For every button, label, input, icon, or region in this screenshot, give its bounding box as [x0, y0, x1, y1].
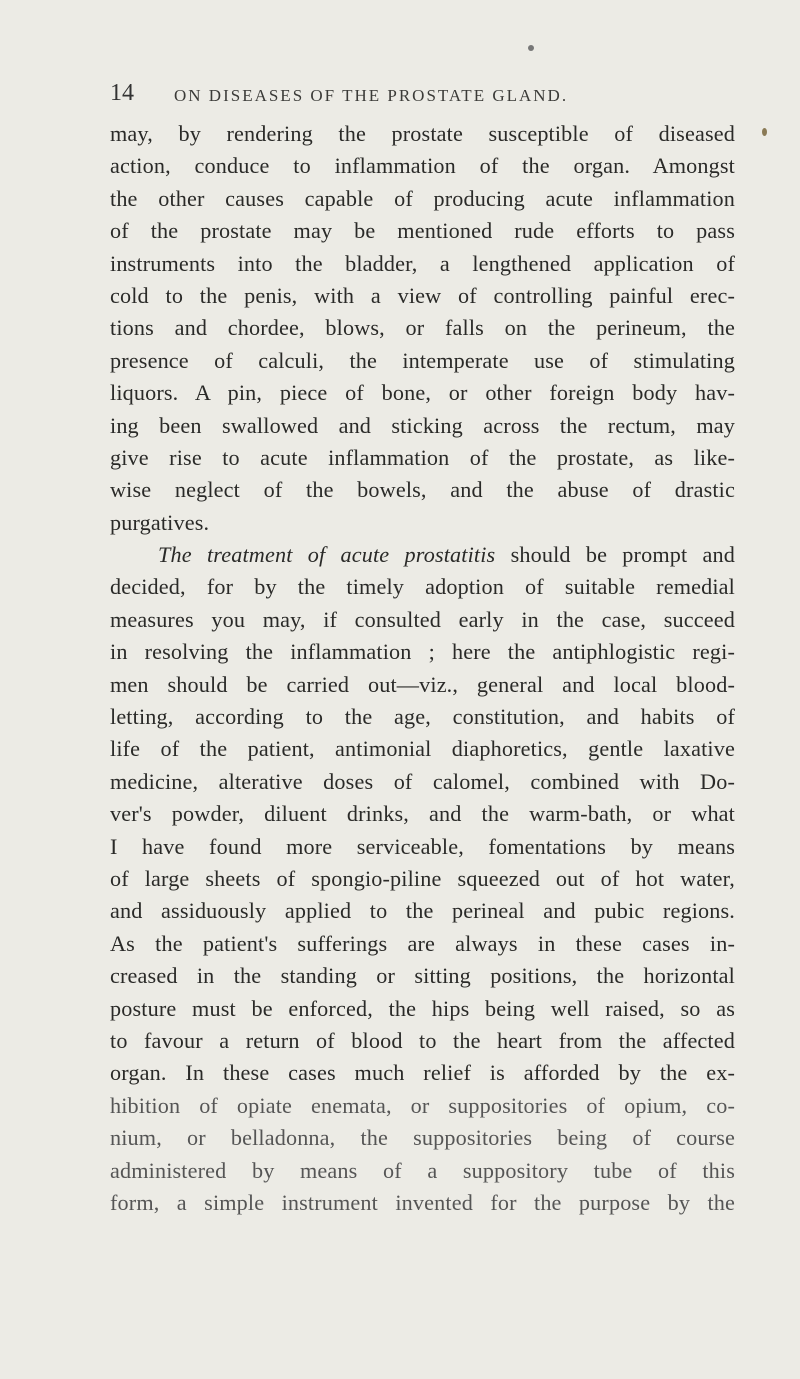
text-line: action, conduce to inflammation of the organ. Amongst — [110, 153, 735, 179]
text-line: of the prostate may be mentioned rude efforts to pass — [110, 218, 735, 244]
text-line: to favour a return of blood to the heart from the affected — [110, 1027, 735, 1053]
text-line: medicine, alterative doses of calomel, combined with Do- — [110, 768, 735, 794]
text-line: ing been swallowed and sticking across the rectum, may — [110, 412, 735, 438]
paragraph-start-line — [110, 539, 735, 571]
text-line: instruments into the bladder, a lengthened application of — [110, 250, 735, 276]
text-line: cold to the penis, with a view of controlling painful erec- — [110, 282, 735, 308]
text-line-remainder: should be prompt and — [510, 542, 735, 568]
text-line: liquors. A pin, piece of bone, or other foreign body hav- — [110, 380, 735, 406]
text-line: tions and chordee, blows, or falls on the perineum, the — [110, 315, 735, 341]
text-line: nium, or belladonna, the suppositories being of course — [110, 1125, 735, 1151]
text-line: of large sheets of spongio-piline squeezed out of hot water, — [110, 865, 735, 891]
text-line: measures you may, if consulted early in the case, succeed — [110, 606, 735, 632]
text-line: I have found more serviceable, fomentations by means — [110, 833, 735, 859]
text-line: life of the patient, antimonial diaphoretics, gentle laxative — [110, 736, 735, 762]
text-line: creased in the standing or sitting positions, the horizontal — [110, 963, 735, 989]
text-line: men should be carried out—viz., general and local blood- — [110, 671, 735, 697]
text-line: in resolving the inflammation ; here the antiphlogistic regi- — [110, 639, 735, 665]
text-line: decided, for by the timely adoption of suitable remedial — [110, 574, 735, 600]
text-line: may, by rendering the prostate susceptible of diseased — [110, 121, 735, 146]
text-line: presence of calculi, the intemperate use of stimulating — [110, 347, 735, 373]
text-line: hibition of opiate enemata, or suppositories of opium, co- — [110, 1092, 735, 1118]
text-line: form, a simple instrument invented for the purpose by the — [110, 1189, 735, 1215]
italic-lead: The treatment of acute prostatitis — [158, 542, 496, 568]
text-line: wise neglect of the bowels, and the abuse of drastic — [110, 477, 735, 503]
print-speck — [528, 45, 534, 51]
text-line: ver's powder, diluent drinks, and the warm-bath, or what — [110, 801, 735, 827]
text-line: and assiduously applied to the perineal and pubic regions. — [110, 898, 735, 924]
running-title: ON DISEASES OF THE PROSTATE GLAND. — [174, 86, 569, 105]
text-line: the other causes capable of producing acute inflammation — [110, 185, 735, 211]
text-line: give rise to acute inflammation of the prostate, as like- — [110, 444, 735, 470]
page-header — [110, 80, 730, 110]
page-number: 14 — [110, 80, 134, 106]
text-line: administered by means of a suppository tube of this — [110, 1157, 735, 1183]
text-line: purgatives. — [110, 509, 210, 535]
print-speck — [762, 128, 767, 136]
body-text — [110, 118, 735, 1219]
text-line: letting, according to the age, constitution, and habits of — [110, 704, 735, 730]
text-line: posture must be enforced, the hips being well raised, so as — [110, 995, 735, 1021]
text-line: organ. In these cases much relief is afforded by the ex- — [110, 1060, 735, 1086]
text-line: As the patient's sufferings are always in these cases in- — [110, 930, 735, 956]
